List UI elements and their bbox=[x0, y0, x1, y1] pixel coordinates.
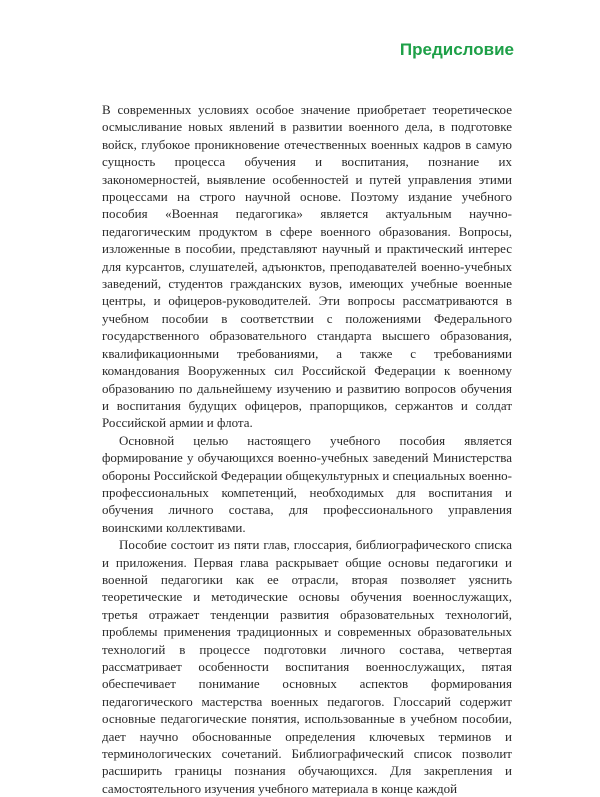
paragraph-3: Пособие состоит из пяти глав, глоссария, библиографического списка и приложения. Первая глава раскрывает общие основы педагогики и военной педагогики как ее отрасли, вторая позволяет уяснить теоретические и методические основы обучения военнослужащих, третья отражает тенденции развития образовательных технологий, проблемы применения традиционных и современных образовательных технологий в процессе подготовки личного состава, четвертая рассматривает особенности воспитания военнослужащих, пятая обеспечивает понимание основных аспектов формирования педагогического мастерства военных педагогов. Глоссарий содержит основные педагогические понятия, использованные в учебном пособии, дает научно обоснованные определения ключевых терминов и терминологических сочетаний. Библиографический список позволит расширить границы познания обучающихся. Для закрепления и самостоятельного изучения учебного материала в конце каждой bbox=[102, 537, 512, 796]
paragraph-2: Основной целью настоящего учебного пособия является формирование у обучающихся военно-учебных заведений Министерства обороны Российской Федерации общекультурных и специальных военно-профессиональных компетенций, необходимых для воспитания и обучения личного состава, для профессионального управления воинскими коллективами. bbox=[102, 432, 512, 535]
page-title: Предисловие bbox=[399, 40, 514, 59]
paragraph-1: В современных условиях особое значение приобретает теоретическое осмысливание новых явлений в развитии военного дела, в подготовке войск, глубокое проникновение отечественных военных кадров в самую сущность процесса обучения и воспитания, познание их закономерностей, выявление особенностей и путей управления этими процессами на строго научной основе. Поэтому издание учебного пособия «Военная педагогика» является актуальным научно-педагогическим продуктом в сфере военного образования. Вопросы, изложенные в пособии, представляют научный и практический интерес для курсантов, слушателей, адъюнктов, преподавателей военно-учебных заведений, студентов гражданских вузов, имеющих учебные военные центры, и офицеров-руководителей. Эти вопросы рассматриваются в учебном пособии в соответствии с положениями Федерального государственного образовательного стандарта высшего образования, квалификационными требованиями, а также с требованиями командования Вооруженных сил Российской Федерации к военному образованию по дальнейшему изучению и развитию вопросов обучения и воспитания будущих офицеров, прапорщиков, сержантов и солдат Российской армии и флота. bbox=[102, 102, 512, 431]
body-text bbox=[102, 101, 512, 797]
